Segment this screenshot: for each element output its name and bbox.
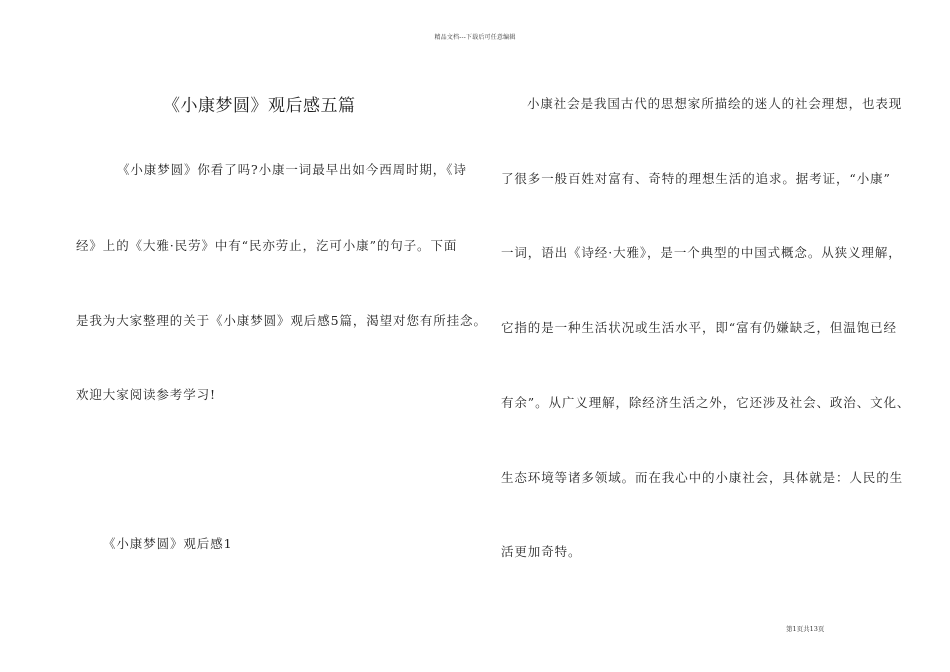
- paragraph-line: 有余”。从广义理解，除经济生活之外，它还涉及社会、政治、文化、: [501, 395, 911, 410]
- paragraph-line: 生态环境等诸多领域。而在我心中的小康社会，具体就是：人民的生: [501, 470, 904, 485]
- paragraph-line: 活更加奇特。: [501, 544, 582, 559]
- document-title: 《小康梦圆》观后感五篇: [163, 96, 356, 116]
- paragraph-line: 《小康梦圆》你看了吗?小康一词最早出如今西周时期，《诗: [117, 162, 467, 177]
- page-header: 精品文档---下载后可任意编辑: [434, 34, 516, 41]
- paragraph-line: 欢迎大家阅读参考学习!: [76, 387, 216, 402]
- page-number: 第1页共13页: [786, 625, 825, 633]
- paragraph-line: 了很多一般百姓对富有、奇特的理想生活的追求。据考证，“小康”: [501, 171, 891, 186]
- paragraph-line: 一词，语出《诗经·大雅》，是一个典型的中国式概念。从狭义理解，: [501, 245, 902, 260]
- section-heading: 《小康梦圆》观后感1: [103, 536, 233, 551]
- paragraph-line: 是我为大家整理的关于《小康梦圆》观后感5篇，渴望对您有所挂念。: [76, 313, 487, 328]
- paragraph-line: 经》上的《大雅·民劳》中有“民亦劳止，汔可小康”的句子。下面: [76, 238, 458, 253]
- paragraph-line: 小康社会是我国古代的思想家所描绘的迷人的社会理想，也表现: [527, 96, 903, 111]
- paragraph-line: 它指的是一种生活状况或生活水平，即“富有仍嫌缺乏，但温饱已经: [501, 320, 897, 335]
